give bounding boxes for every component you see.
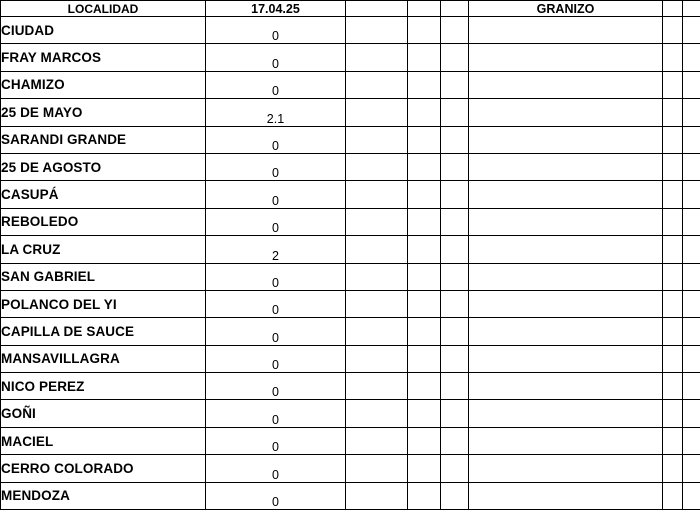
table-row [1,345,700,372]
cell-c[interactable] [408,482,441,509]
cell-c[interactable] [408,345,441,372]
cell-f[interactable] [683,99,700,126]
cell-b[interactable] [346,126,408,153]
cell-b[interactable] [346,181,408,208]
cell-d[interactable] [441,318,469,345]
cell-c[interactable] [408,400,441,427]
cell-rainfall-value[interactable]: 2 [206,236,346,263]
column-header-c [408,1,441,17]
column-header-granizo: GRANIZO [469,1,663,17]
cell-d[interactable] [441,373,469,400]
cell-e[interactable] [663,126,683,153]
cell-b[interactable] [346,153,408,180]
cell-c[interactable] [408,373,441,400]
cell-location[interactable]: CHAMIZO [1,71,206,98]
cell-d[interactable] [441,290,469,317]
table-row [1,181,700,208]
table-row [1,17,700,44]
cell-granizo[interactable] [469,208,663,235]
cell-location[interactable]: 25 DE AGOSTO [1,153,206,180]
cell-e[interactable] [663,318,683,345]
cell-e[interactable] [663,17,683,44]
column-header-d [441,1,469,17]
cell-d[interactable] [441,153,469,180]
cell-d[interactable] [441,99,469,126]
cell-location[interactable]: CASUPÁ [1,181,206,208]
cell-rainfall-value[interactable]: 0 [206,263,346,290]
cell-e[interactable] [663,482,683,509]
cell-d[interactable] [441,71,469,98]
cell-rainfall-value[interactable]: 0 [206,318,346,345]
cell-granizo[interactable] [469,153,663,180]
cell-e[interactable] [663,181,683,208]
cell-c[interactable] [408,236,441,263]
cell-location[interactable]: MANSAVILLAGRA [1,345,206,372]
cell-rainfall-value[interactable]: 0 [206,181,346,208]
cell-b[interactable] [346,318,408,345]
table-row [1,153,700,180]
cell-location[interactable]: 25 DE MAYO [1,99,206,126]
cell-location[interactable]: SARANDI GRANDE [1,126,206,153]
cell-rainfall-value[interactable]: 0 [206,126,346,153]
cell-b[interactable] [346,345,408,372]
table-row [1,44,700,71]
cell-b[interactable] [346,71,408,98]
cell-d[interactable] [441,263,469,290]
cell-f[interactable] [683,427,700,454]
cell-c[interactable] [408,181,441,208]
cell-d[interactable] [441,345,469,372]
cell-location[interactable]: MACIEL [1,427,206,454]
cell-e[interactable] [663,427,683,454]
cell-c[interactable] [408,126,441,153]
table-row [1,71,700,98]
column-header-date: 17.04.25 [206,1,346,17]
table-row [1,455,700,482]
cell-location[interactable]: GOÑI [1,400,206,427]
column-header-b [346,1,408,17]
cell-granizo[interactable] [469,236,663,263]
cell-e[interactable] [663,99,683,126]
cell-b[interactable] [346,427,408,454]
table-header-row [1,1,700,17]
cell-e[interactable] [663,153,683,180]
table-body [1,17,700,510]
cell-granizo[interactable] [469,99,663,126]
table-row [1,482,700,509]
cell-granizo[interactable] [469,482,663,509]
column-header-localidad: LOCALIDAD [1,1,206,17]
cell-f[interactable] [683,400,700,427]
cell-granizo[interactable] [469,427,663,454]
cell-e[interactable] [663,263,683,290]
cell-granizo[interactable] [469,44,663,71]
cell-c[interactable] [408,290,441,317]
cell-b[interactable] [346,455,408,482]
cell-f[interactable] [683,208,700,235]
cell-e[interactable] [663,208,683,235]
cell-b[interactable] [346,290,408,317]
cell-b[interactable] [346,44,408,71]
cell-c[interactable] [408,455,441,482]
cell-b[interactable] [346,99,408,126]
cell-b[interactable] [346,482,408,509]
cell-c[interactable] [408,318,441,345]
cell-d[interactable] [441,482,469,509]
cell-f[interactable] [683,290,700,317]
cell-c[interactable] [408,17,441,44]
cell-granizo[interactable] [469,290,663,317]
cell-d[interactable] [441,455,469,482]
cell-location[interactable]: CIUDAD [1,17,206,44]
cell-granizo[interactable] [469,181,663,208]
cell-f[interactable] [683,153,700,180]
cell-f[interactable] [683,482,700,509]
cell-d[interactable] [441,236,469,263]
cell-f[interactable] [683,126,700,153]
cell-b[interactable] [346,236,408,263]
cell-b[interactable] [346,17,408,44]
cell-rainfall-value[interactable]: 0 [206,400,346,427]
cell-f[interactable] [683,236,700,263]
cell-e[interactable] [663,455,683,482]
cell-c[interactable] [408,44,441,71]
cell-d[interactable] [441,400,469,427]
cell-e[interactable] [663,373,683,400]
table-row [1,208,700,235]
cell-e[interactable] [663,71,683,98]
cell-c[interactable] [408,208,441,235]
cell-location[interactable]: SAN GABRIEL [1,263,206,290]
cell-rainfall-value[interactable]: 0 [206,290,346,317]
cell-e[interactable] [663,345,683,372]
cell-granizo[interactable] [469,126,663,153]
cell-f[interactable] [683,345,700,372]
column-header-e [663,1,683,17]
cell-f[interactable] [683,181,700,208]
cell-d[interactable] [441,181,469,208]
cell-rainfall-value[interactable]: 0 [206,71,346,98]
table-row [1,290,700,317]
cell-location[interactable]: MENDOZA [1,482,206,509]
cell-f[interactable] [683,71,700,98]
cell-c[interactable] [408,99,441,126]
cell-e[interactable] [663,290,683,317]
cell-d[interactable] [441,126,469,153]
cell-location[interactable]: LA CRUZ [1,236,206,263]
cell-f[interactable] [683,17,700,44]
column-header-f [683,1,700,17]
cell-granizo[interactable] [469,400,663,427]
cell-rainfall-value[interactable]: 0 [206,17,346,44]
table-row [1,263,700,290]
cell-f[interactable] [683,373,700,400]
cell-granizo[interactable] [469,455,663,482]
cell-rainfall-value[interactable]: 0 [206,373,346,400]
cell-location[interactable]: FRAY MARCOS [1,44,206,71]
cell-e[interactable] [663,400,683,427]
cell-b[interactable] [346,208,408,235]
cell-f[interactable] [683,263,700,290]
cell-location[interactable]: NICO PEREZ [1,373,206,400]
table-row [1,99,700,126]
cell-rainfall-value[interactable]: 0 [206,482,346,509]
cell-b[interactable] [346,400,408,427]
table-row [1,318,700,345]
cell-c[interactable] [408,71,441,98]
cell-location[interactable]: CERRO COLORADO [1,455,206,482]
cell-c[interactable] [408,153,441,180]
cell-granizo[interactable] [469,71,663,98]
cell-rainfall-value[interactable]: 2.1 [206,99,346,126]
cell-location[interactable]: REBOLEDO [1,208,206,235]
cell-c[interactable] [408,427,441,454]
cell-rainfall-value[interactable]: 0 [206,44,346,71]
cell-b[interactable] [346,373,408,400]
cell-location[interactable]: CAPILLA DE SAUCE [1,318,206,345]
cell-location[interactable]: POLANCO DEL YI [1,290,206,317]
cell-e[interactable] [663,44,683,71]
cell-d[interactable] [441,427,469,454]
table-row [1,373,700,400]
cell-f[interactable] [683,44,700,71]
cell-f[interactable] [683,318,700,345]
cell-e[interactable] [663,236,683,263]
cell-rainfall-value[interactable]: 0 [206,427,346,454]
table-row [1,400,700,427]
cell-d[interactable] [441,44,469,71]
cell-granizo[interactable] [469,318,663,345]
cell-c[interactable] [408,263,441,290]
cell-d[interactable] [441,208,469,235]
cell-rainfall-value[interactable]: 0 [206,208,346,235]
table-row [1,427,700,454]
cell-f[interactable] [683,455,700,482]
cell-granizo[interactable] [469,263,663,290]
cell-d[interactable] [441,17,469,44]
cell-granizo[interactable] [469,17,663,44]
cell-b[interactable] [346,263,408,290]
table-row [1,126,700,153]
cell-granizo[interactable] [469,373,663,400]
cell-rainfall-value[interactable]: 0 [206,153,346,180]
table-row [1,236,700,263]
cell-rainfall-value[interactable]: 0 [206,345,346,372]
cell-granizo[interactable] [469,345,663,372]
cell-rainfall-value[interactable]: 0 [206,455,346,482]
